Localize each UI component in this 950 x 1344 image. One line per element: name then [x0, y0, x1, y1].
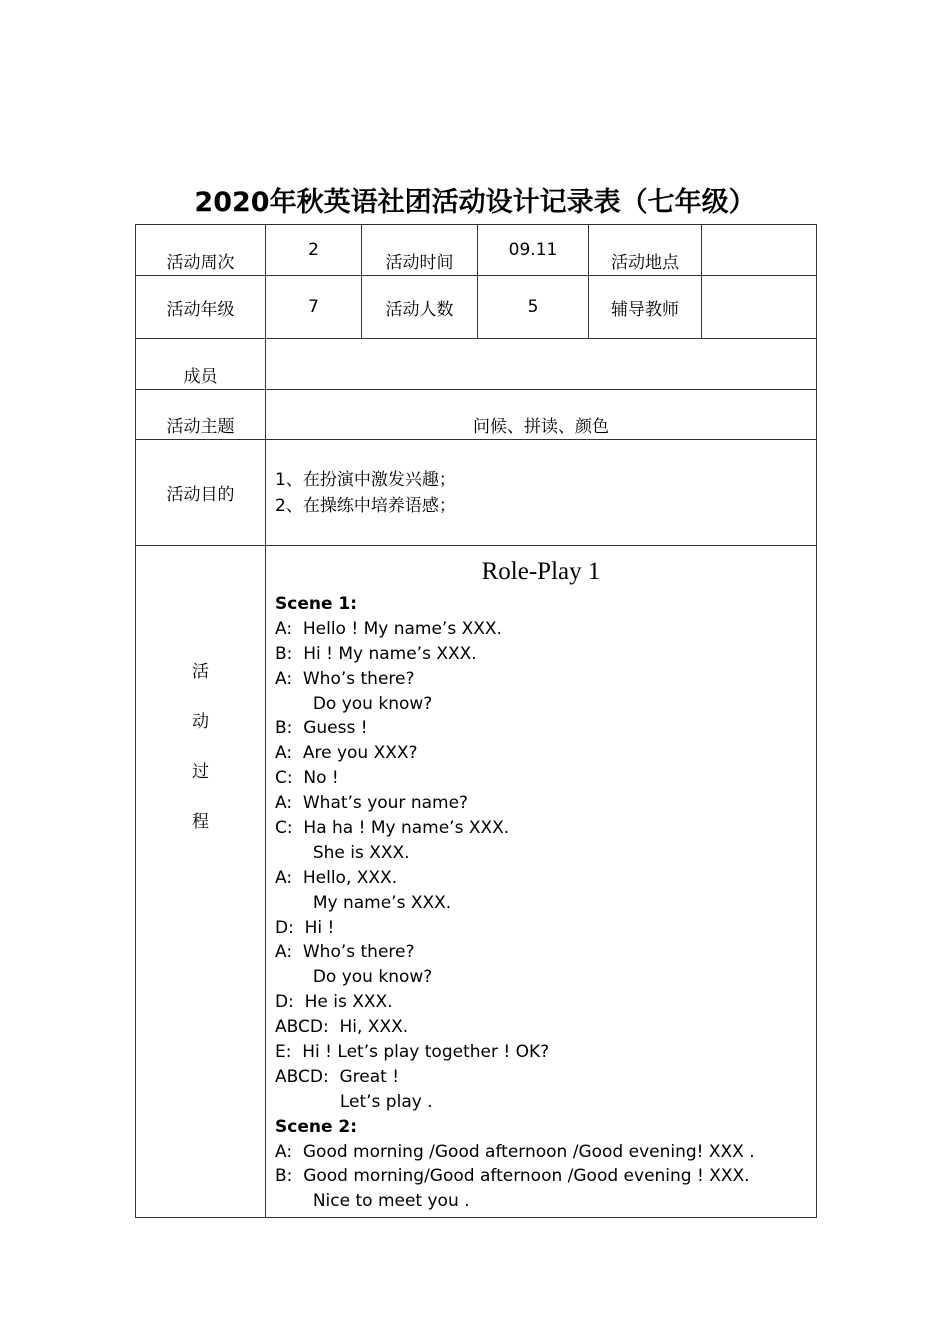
dialogue-line: My name’s XXX.: [275, 892, 452, 913]
count-value: 5: [478, 276, 589, 339]
teacher-label: 辅导教师: [589, 276, 702, 339]
time-label: 活动时间: [362, 225, 478, 276]
dialogue-line: Do you know?: [275, 967, 433, 988]
dialogue-line: Let’s play .: [275, 1091, 433, 1112]
dialogue-line: B: Good morning/Good afternoon /Good evening ! XXX.: [275, 1166, 750, 1187]
activity-record-table: [135, 224, 817, 1218]
time-value: 09.11: [478, 225, 589, 276]
dialogue-line: A: Hello, XXX.: [275, 867, 398, 888]
row-members: [136, 339, 817, 390]
dialogue-line: D: Hi !: [275, 917, 335, 938]
dialogue-line: A: Hello ! My name’s XXX.: [275, 618, 502, 639]
week-label: 活动周次: [136, 225, 266, 276]
dialogue-line: C: Ha ha ! My name’s XXX.: [275, 818, 510, 839]
dialogue-line: ABCD: Great !: [275, 1066, 400, 1087]
process-content: [266, 546, 817, 1218]
week-value: 2: [266, 225, 362, 276]
process-label-char: 动: [192, 712, 209, 732]
dialogue-line: D: He is XXX.: [275, 992, 393, 1013]
dialogue-line: Do you know?: [275, 693, 433, 714]
row-grade-count-teacher: [136, 276, 817, 339]
dialogue-line: A: Are you XXX?: [275, 743, 418, 764]
dialogue-line: B: Hi ! My name’s XXX.: [275, 643, 477, 664]
goals-label: 活动目的: [136, 440, 266, 546]
process-label-char: 程: [192, 812, 209, 832]
dialogue-line: A: What’s your name?: [275, 793, 469, 814]
place-label: 活动地点: [589, 225, 702, 276]
dialogue-line: A: Who’s there?: [275, 942, 415, 963]
dialogue-line: C: No !: [275, 768, 339, 789]
theme-label: 活动主题: [136, 390, 266, 440]
grade-value: 7: [266, 276, 362, 339]
goal-item: 2、在操练中培养语感；: [275, 495, 456, 516]
count-label: 活动人数: [362, 276, 478, 339]
process-label-char: 过: [192, 762, 209, 782]
theme-value: 问候、拼读、颜色: [266, 390, 817, 440]
dialogue-line: She is XXX.: [275, 842, 410, 863]
dialogue-line: E: Hi ! Let’s play together ! OK?: [275, 1042, 550, 1063]
grade-label: 活动年级: [136, 276, 266, 339]
members-label: 成员: [136, 339, 266, 390]
row-goals: [136, 440, 817, 546]
dialogue-line: B: Guess !: [275, 718, 368, 739]
dialogue-line: ABCD: Hi, XXX.: [275, 1017, 409, 1038]
scene-heading: Scene 2:: [275, 1116, 358, 1137]
dialogue-line: A: Good morning /Good afternoon /Good evening! XXX .: [275, 1141, 755, 1162]
members-value: [266, 339, 817, 390]
goal-item: 1、在扮演中激发兴趣；: [275, 469, 456, 490]
roleplay-heading: Role-Play 1: [481, 558, 601, 585]
row-process: [136, 546, 817, 1218]
process-label-char: 活: [192, 662, 209, 682]
teacher-value: [702, 276, 817, 339]
dialogue-line: Nice to meet you .: [275, 1191, 470, 1212]
row-theme: [136, 390, 817, 440]
process-label: [136, 546, 266, 1218]
goals-content: [266, 440, 817, 546]
dialogue-line: A: Who’s there?: [275, 668, 415, 689]
place-value: [702, 225, 817, 276]
page-title: 2020年秋英语社团活动设计记录表（七年级）: [194, 187, 756, 218]
row-week-time-place: [136, 225, 817, 276]
scene-heading: Scene 1:: [275, 594, 358, 614]
